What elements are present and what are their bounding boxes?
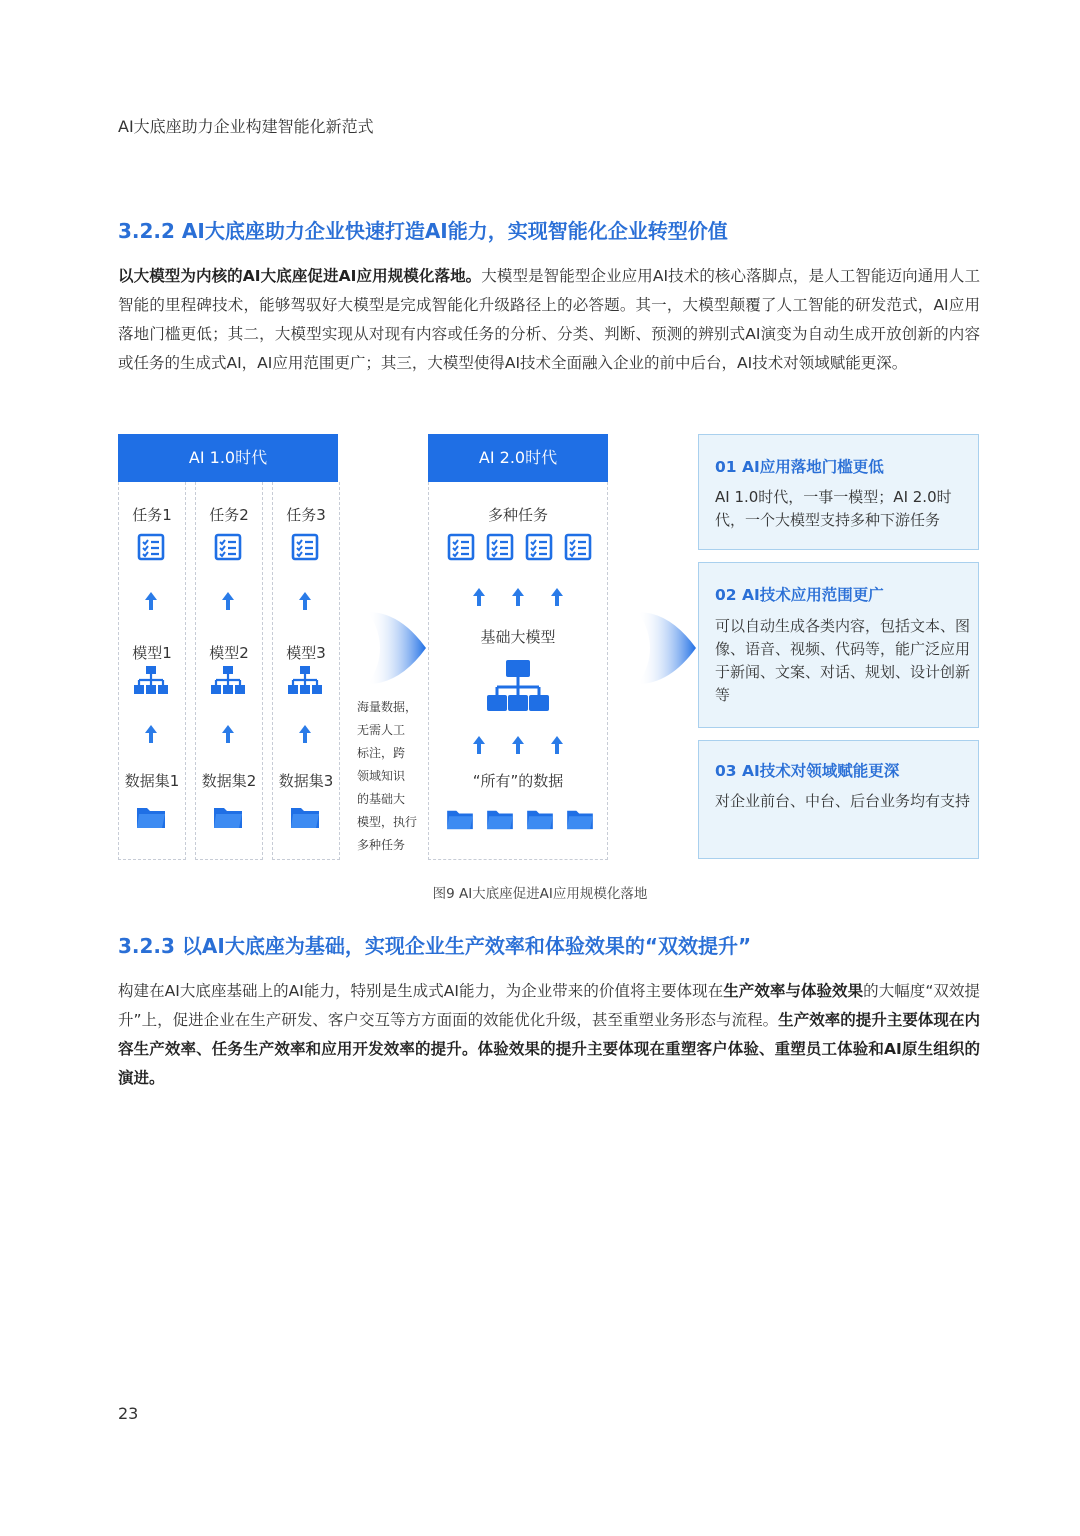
benefit-card-3 [698,740,979,859]
task-icon [216,535,240,559]
running-header: AI大底座助力企业构建智能化新范式 [118,117,374,136]
ai1-task-label: 任务2 [209,506,249,524]
note-line: 无需人工 [357,723,406,737]
card-body: 可以自动生成各类内容，包括文本、图像、语音、视频、代码等，能广泛应用于新闻、文案、对话、规划、设计创新等 [715,617,971,704]
note-line: 领域知识 [357,769,406,783]
card-body: 对企业前台、中台、后台业务均有支持 [715,792,971,810]
arrow-up-icon [222,725,234,743]
folder-icon [487,811,513,829]
arrow-up-icon [145,592,157,610]
benefit-card-2 [698,562,979,728]
note-line: 标注，跨 [357,746,406,760]
emphasis-text: 生产效率的提升主要体现在内容生产效率、任务生产效率和应用开发效率的提升。体验效果的提升主要体现在重塑客户体验、重塑员工体验和AI原生组织的演进。 [118,1011,980,1087]
card-title: 03 AI技术对领域赋能更深 [715,762,900,780]
arrow-up-icon [473,736,485,754]
card-title: 01 AI应用落地门槛更低 [715,458,884,476]
body-text: 大模型是智能型企业应用AI技术的核心落脚点，是人工智能迈向通用人工智能的里程碑技术，能够驾驭好大模型是完成智能化升级路径上的必答题。其一，大模型颠覆了人工智能的研发范式，AI应用落地门槛更低；其二，大模型实现从对现有内容或任务的分析、分类、判断、预测的辨别式AI演变为自动生成开放创新的内容或任务的生成式AI，AI应用范围更广；其三，大模型使得AI技术全面融入企业的前中后台，AI技术对领域赋能更深。 [118,267,980,372]
section-3-2-3-paragraph [118,977,980,1093]
ai1-dataset-label: 数据集1 [124,772,180,790]
ai2-model-label: 基础大模型 [480,628,556,646]
arrow-up-icon [299,725,311,743]
ai1-model-label: 模型3 [286,644,326,662]
page-number: 23 [118,1404,139,1423]
task-icon [139,535,163,559]
arrow-up-icon [299,592,311,610]
arrow-up-icon [551,736,563,754]
body-text: 的大幅度“双效提升”上，促进企业在生产研发、客户交互等方方面面的效能优化升级，甚至重塑业务形态与流程。 [118,982,980,1029]
ai2-column [428,482,608,860]
arrow-up-icon [473,588,485,606]
ai1-task-label: 任务3 [286,506,326,524]
note-line: 模型，执行 [357,815,418,829]
model-network-icon [211,666,245,694]
emphasis-text: 生产效率与体验效果 [723,982,864,1000]
note-line: 海量数据， [357,700,418,714]
arrow-up-icon [145,725,157,743]
lead-sentence: 以大模型为内核的AI大底座促进AI应用规模化落地。 [118,267,482,285]
task-icon [566,535,590,559]
task-icon [449,535,473,559]
foundation-model-icon [487,660,549,711]
transition-note [357,696,423,857]
ai1-model-label: 模型1 [132,644,172,662]
folder-icon [214,808,242,828]
ai1-task-label: 任务1 [132,506,172,524]
section-3-2-2-paragraph [118,262,980,378]
ai1-column-1 [118,482,186,860]
folder-icon [527,811,553,829]
task-icon [527,535,551,559]
section-heading-3-2-3: 3.2.3 以AI大底座为基础，实现企业生产效率和体验效果的“双效提升” [118,934,752,958]
card-title: 02 AI技术应用范围更广 [715,586,884,604]
transition-chevron-icon [638,612,696,684]
ai2-banner: AI 2.0时代 [428,434,608,482]
benefit-card-1 [698,434,979,550]
figure-caption: 图9 AI大底座促进AI应用规模化落地 [432,886,648,902]
note-line: 的基础大 [357,792,406,806]
ai2-tasks-label: 多种任务 [487,506,548,524]
arrow-up-icon [551,588,563,606]
transition-chevron-icon [368,612,426,684]
folder-icon [447,811,473,829]
task-icon [293,535,317,559]
note-line: 多种任务 [357,838,406,852]
card-body: AI 1.0时代，一事一模型；AI 2.0时代，一个大模型支持多种下游任务 [715,488,952,529]
task-icon [488,535,512,559]
model-network-icon [134,666,168,694]
ai1-column-2 [195,482,263,860]
ai1-dataset-label: 数据集3 [278,772,334,790]
model-network-icon [288,666,322,694]
section-heading-3-2-2: 3.2.2 AI大底座助力企业快速打造AI能力，实现智能化企业转型价值 [118,219,728,243]
arrow-up-icon [512,588,524,606]
folder-icon [137,808,165,828]
arrow-up-icon [512,736,524,754]
ai1-dataset-label: 数据集2 [201,772,257,790]
arrow-up-icon [222,592,234,610]
ai2-data-label: “所有”的数据 [472,772,564,790]
ai1-banner: AI 1.0时代 [118,434,338,482]
ai1-column-3 [272,482,340,860]
folder-icon [291,808,319,828]
folder-icon [567,811,593,829]
body-text: 构建在AI大底座基础上的AI能力，特别是生成式AI能力，为企业带来的价值将主要体现在 [118,982,724,1000]
ai1-model-label: 模型2 [209,644,249,662]
